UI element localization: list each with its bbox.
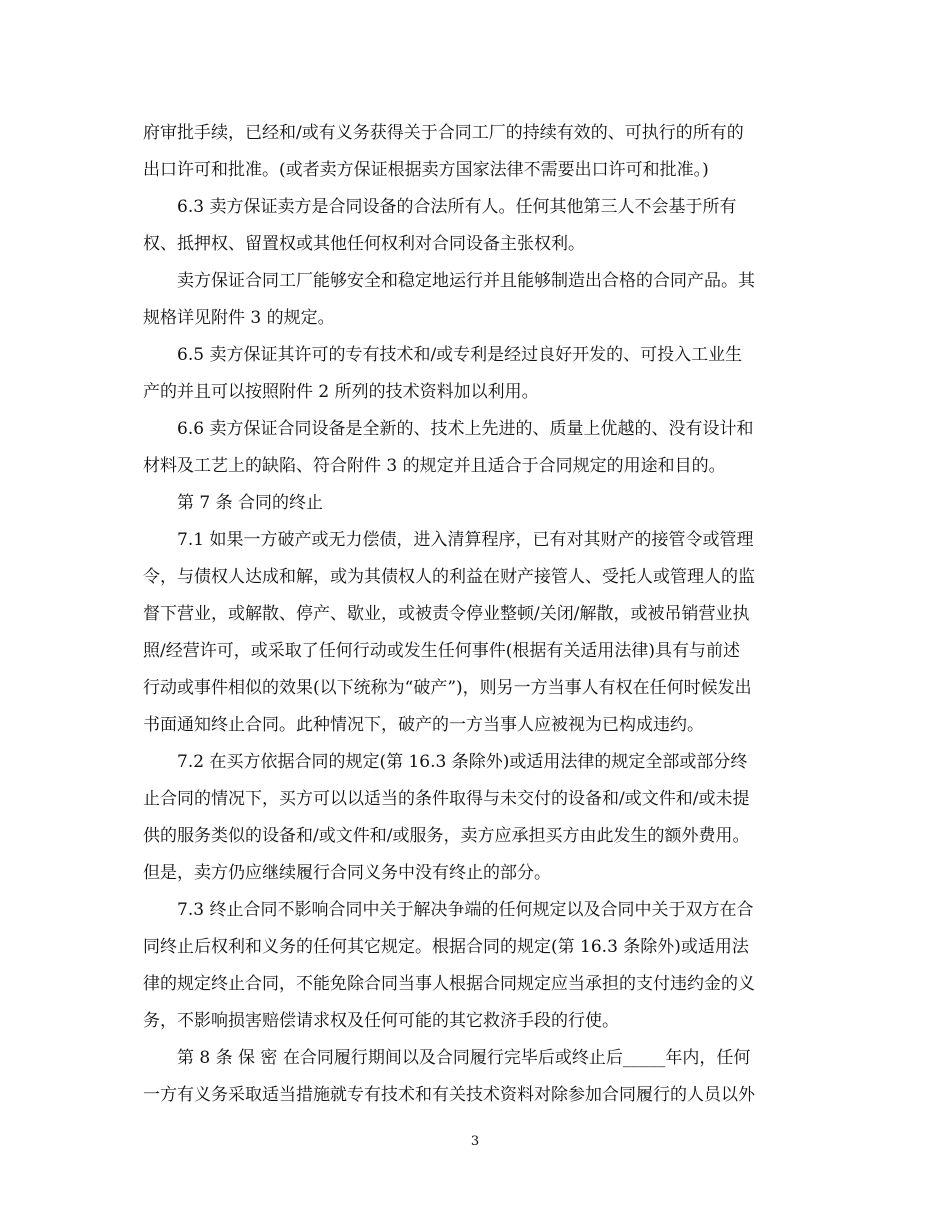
clause-6-5-line: 6.5 卖方保证其许可的专有技术和/或专利是经过良好开发的、可投入工业生	[177, 345, 743, 365]
text-line: 令，与债权人达成和解，或为其债权人的利益在财产接管人、受托人或管理人的监	[143, 567, 755, 587]
text-line: 律的规定终止合同，不能免除合同当事人根据合同规定应当承担的支付违约金的义	[143, 974, 755, 994]
text-line: 照/经营许可，或采取了任何行动或发生任何事件(根据有关适用法律)具有与前述	[143, 641, 740, 661]
text-line: 供的服务类似的设备和/或文件和/或服务，卖方应承担买方由此发生的额外费用。	[143, 826, 750, 846]
clause-7-2-line: 7.2 在买方依据合同的规定(第 16.3 条除外)或适用法律的规定全部或部分终	[177, 752, 748, 772]
clause-7-3-line: 7.3 终止合同不影响合同中关于解决争端的任何规定以及合同中关于双方在合	[177, 900, 754, 920]
text-line: 但是，卖方仍应继续履行合同义务中没有终止的部分。	[143, 863, 551, 883]
text-line: 权、抵押权、留置权或其他任何权利对合同设备主张权利。	[143, 234, 585, 254]
clause-7-1-line: 7.1 如果一方破产或无力偿债，进入清算程序，已有对其财产的接管令或管理	[177, 530, 754, 550]
paragraph-first-line: 卖方保证合同工厂能够安全和稳定地运行并且能够制造出合格的合同产品。其	[177, 271, 755, 291]
clause-6-6-line: 6.6 卖方保证合同设备是全新的、技术上先进的、质量上优越的、没有设计和	[177, 419, 754, 439]
text-line: 督下营业，或解散、停产、歇业，或被责令停业整顿/关闭/解散，或被吊销营业执	[143, 604, 750, 624]
text-line: 产的并且可以按照附件 2 所列的技术资料加以利用。	[143, 382, 539, 402]
text-line: 务，不影响损害赔偿请求权及任何可能的其它救济手段的行使。	[143, 1011, 619, 1031]
page-number: 3	[470, 1134, 480, 1149]
text-line: 出口许可和批准。(或者卖方保证根据卖方国家法律不需要出口许可和批准。)	[143, 160, 709, 180]
text-line: 同终止后权利和义务的任何其它规定。根据合同的规定(第 16.3 条除外)或适用法	[143, 937, 749, 957]
article-8-line: 第 8 条 保 密 在合同履行期间以及合同履行完毕后或终止后_____年内，任何	[177, 1048, 751, 1068]
clause-6-3-line: 6.3 卖方保证卖方是合同设备的合法所有人。任何其他第三人不会基于所有	[177, 197, 737, 217]
article-7-heading: 第 7 条 合同的终止	[177, 493, 324, 513]
text-line: 一方有义务采取适当措施就专有技术和有关技术资料对除参加合同履行的人员以外	[143, 1085, 755, 1105]
text-line: 材料及工艺上的缺陷、符合附件 3 的规定并且适合于合同规定的用途和目的。	[143, 456, 726, 476]
document-body	[143, 115, 811, 1114]
text-line: 止合同的情况下，买方可以以适当的条件取得与未交付的设备和/或文件和/或未提	[143, 789, 750, 809]
text-line: 府审批手续，已经和/或有义务获得关于合同工厂的持续有效的、可执行的所有的	[143, 123, 744, 143]
text-line: 规格详见附件 3 的规定。	[143, 308, 335, 328]
text-line: 行动或事件相似的效果(以下统称为“破产”)，则另一方当事人有权在任何时候发出	[143, 678, 752, 698]
text-line: 书面通知终止合同。此种情况下，破产的一方当事人应被视为已构成违约。	[143, 715, 704, 735]
